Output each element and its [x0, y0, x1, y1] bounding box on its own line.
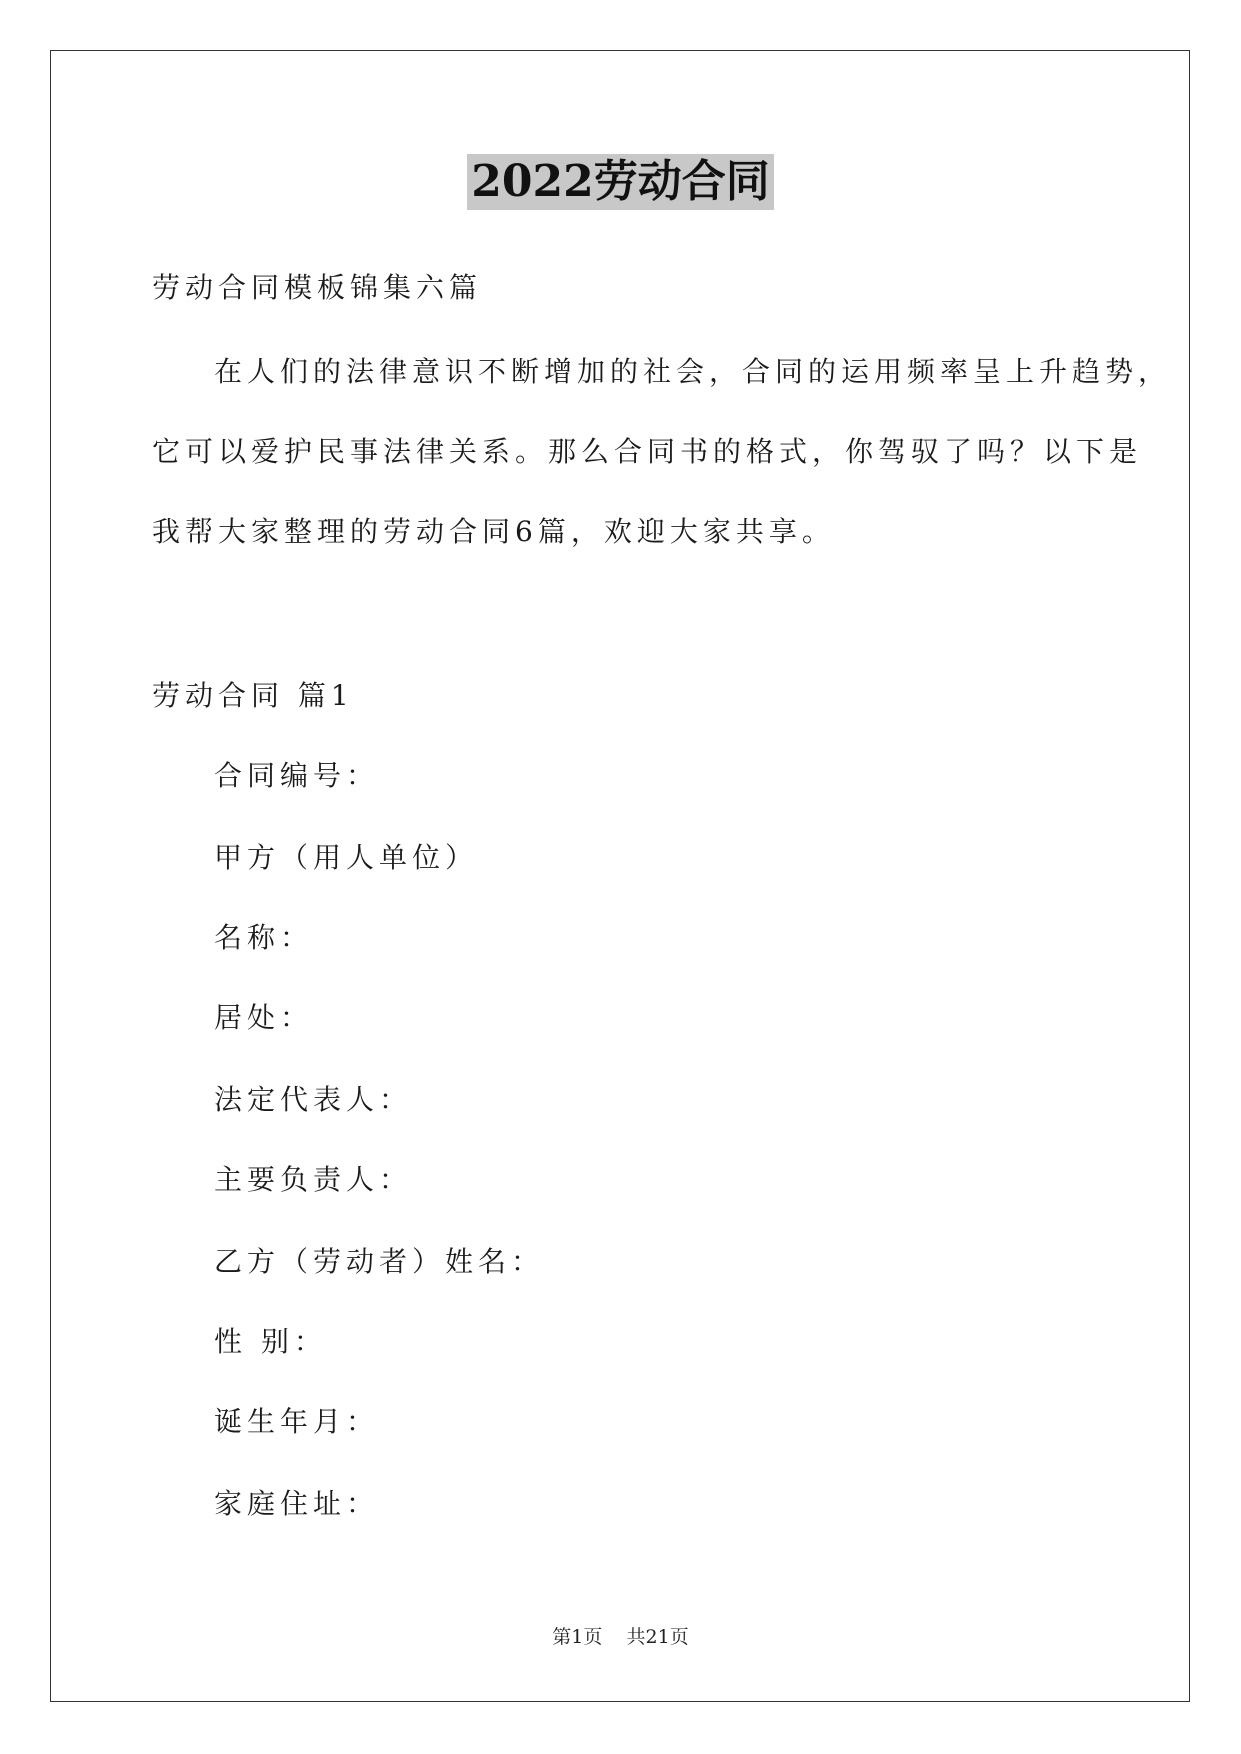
document-subtitle: 劳动合同模板锦集六篇: [152, 271, 483, 304]
page-number-footer: 第1页 共21页: [552, 1626, 689, 1648]
intro-paragraph-line-1: 在人们的法律意识不断增加的社会，合同的运用频率呈上升趋势，: [214, 355, 1172, 388]
section-heading: 劳动合同 篇1: [152, 679, 354, 712]
intro-paragraph-line-2: 它可以爱护民事法律关系。那么合同书的格式，你驾驭了吗？以下是: [152, 435, 1143, 468]
field-party-b-name: 乙方（劳动者）姓名：: [214, 1245, 545, 1278]
field-main-responsible: 主要负责人：: [214, 1163, 413, 1196]
field-party-a: 甲方（用人单位）: [214, 841, 479, 874]
intro-paragraph-line-3: 我帮大家整理的劳动合同6篇，欢迎大家共享。: [152, 515, 835, 548]
field-contract-number: 合同编号：: [214, 759, 380, 792]
field-legal-representative: 法定代表人：: [214, 1083, 413, 1116]
field-home-address: 家庭住址：: [214, 1487, 380, 1520]
field-name: 名称：: [214, 921, 314, 954]
field-residence: 居处：: [214, 1001, 314, 1034]
field-gender: 性 别：: [214, 1325, 327, 1358]
document-title: 2022劳动合同: [467, 154, 773, 210]
field-birth-date: 诞生年月：: [214, 1405, 380, 1438]
title-container: [0, 154, 1241, 210]
